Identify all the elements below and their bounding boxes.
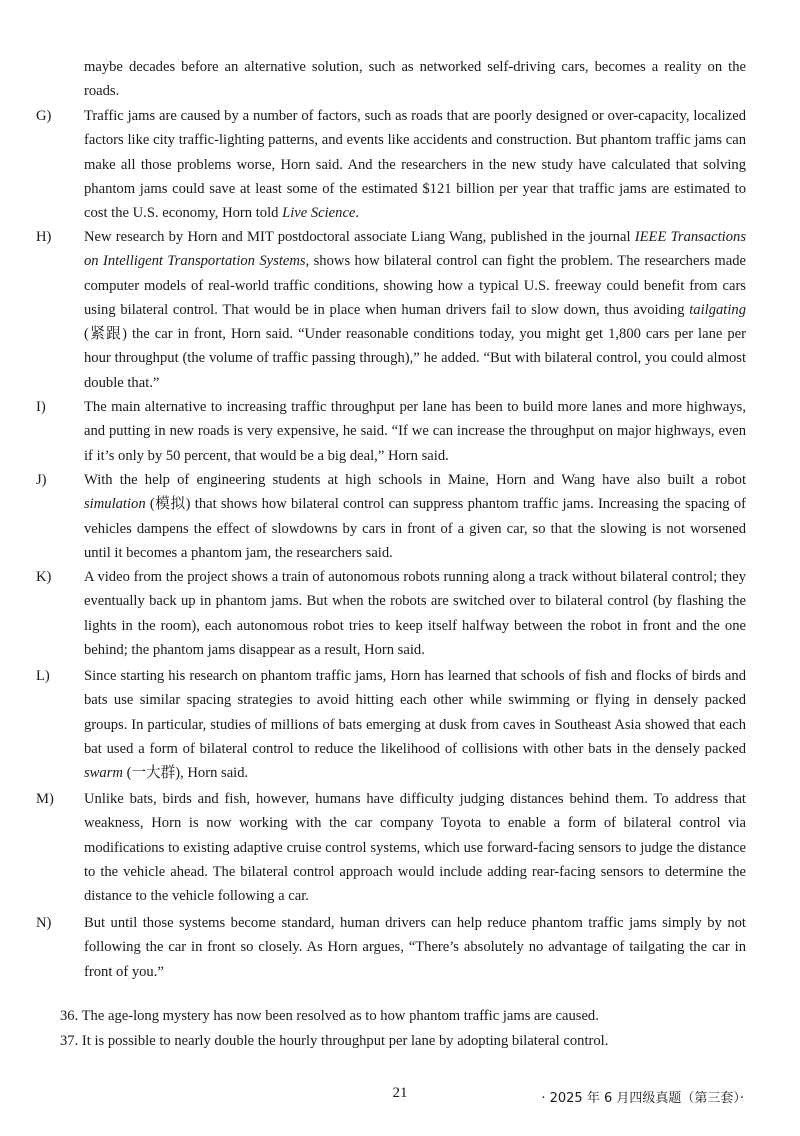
paragraph-label: N) — [36, 915, 52, 931]
paragraph-n — [36, 911, 746, 984]
paragraph-label: J) — [36, 472, 47, 488]
question-37: 37. It is possible to nearly double the hourly throughput per lane by adopting bilateral control. — [60, 1033, 609, 1049]
paragraph-i — [36, 395, 746, 468]
paragraph-text: The main alternative to increasing traffic throughput per lane has been to build more lanes and more highways, and putting in new roads is very expensive, he said. “If we can increase the throughput on major highways, even if it’s only by 50 percent, that would be a big deal,” Horn said. — [84, 399, 746, 464]
paragraph-text: Traffic jams are caused by a number of factors, such as roads that are poorly designed or over-capacity, localized factors like city traffic-lighting patterns, and events like accidents and construction. But phantom traffic jams can make all those problems worse, Horn said. And the researchers in the new study have calculated that solving phantom jams could save at least some of the estimated $121 billion per year that traffic jams are estimated to cost the U.S. economy, Horn told Live Science. — [84, 108, 746, 222]
paragraph-label: K) — [36, 569, 52, 585]
paragraph-j — [36, 468, 746, 565]
paragraph-text: Since starting his research on phantom traffic jams, Horn has learned that schools of fish and flocks of birds and bats use similar spacing strategies to avoid hitting each other while swimming or flying in densely packed groups. In particular, studies of millions of bats emerging at dusk from caves in Southeast Asia showed that each bat used a form of bilateral control to reduce the likelihood of collisions with other bats in the densely packed swarm (一大群), Horn said. — [84, 668, 746, 782]
paragraph-label: M) — [36, 791, 54, 807]
paragraph-label: I) — [36, 399, 46, 415]
paragraph-label: G) — [36, 108, 52, 124]
paragraph-m — [36, 787, 746, 908]
intro-paragraph: maybe decades before an alternative solution, such as networked self-driving cars, becomes a reality on the roads. — [84, 59, 746, 100]
paragraph-h — [36, 225, 747, 395]
paragraph-label: H) — [36, 229, 52, 245]
exam-source-label: · 2025 年 6 月四级真题（第三套）· — [541, 1091, 744, 1106]
paragraph-k — [36, 565, 746, 662]
paragraph-text: A video from the project shows a train of autonomous robots running along a track without bilateral control; they eventually back up in phantom jams. But when the robots are switched over to bilateral control (by flashing the lights in the room), each autonomous robot tries to keep itself halfway between the robot in front and the one behind; the phantom jams disappear as a result, Horn said. — [84, 569, 746, 658]
paragraph-text: With the help of engineering students at high schools in Maine, Horn and Wang have also built a robot simulation (模拟) that shows how bilateral control can suppress phantom traffic jams. Increasing the spacing of vehicles dampens the effect of slowdowns by cars in front of a given car, so that the slowing is not worsened until it becomes a phantom jam, the researchers said. — [84, 472, 746, 561]
paragraph-text: Unlike bats, birds and fish, however, humans have difficulty judging distances behind them. To address that weakness, Horn is now working with the car company Toyota to enable a form of bilateral control via modifications to existing adaptive cruise control systems, which use forward-facing sensors to judge the distance to the vehicle ahead. The bilateral control approach would include adding rear-facing sensors to determine the distance to the vehicle following a car. — [84, 791, 746, 905]
paragraph-l — [36, 664, 746, 785]
paragraph-text: But until those systems become standard, human drivers can help reduce phantom traffic jams simply by not following the car in front so closely. As Horn argues, “There’s absolutely no advantage of tailgating the car in front of you.” — [84, 915, 746, 980]
question-36: 36. The age-long mystery has now been resolved as to how phantom traffic jams are caused. — [60, 1008, 599, 1024]
paragraph-label: L) — [36, 668, 50, 684]
paragraph-g — [36, 104, 746, 225]
page-number: 21 — [392, 1085, 408, 1101]
paragraph-text: New research by Horn and MIT postdoctoral associate Liang Wang, published in the journal IEEE Transactions on Intelligent Transportation Systems, shows how bilateral control can fight the problem. The researchers made computer models of real-world traffic conditions, showing how a typical U.S. freeway could benefit from cars using bilateral control. That would be in place when human drivers fail to slow down, thus avoiding tailgating (紧跟) the car in front, Horn said. “Under reasonable conditions today, you might get 1,800 cars per lane per hour throughput (the volume of traffic passing through),” he added. “But with bilateral control, you could almost double that.” — [84, 229, 747, 391]
